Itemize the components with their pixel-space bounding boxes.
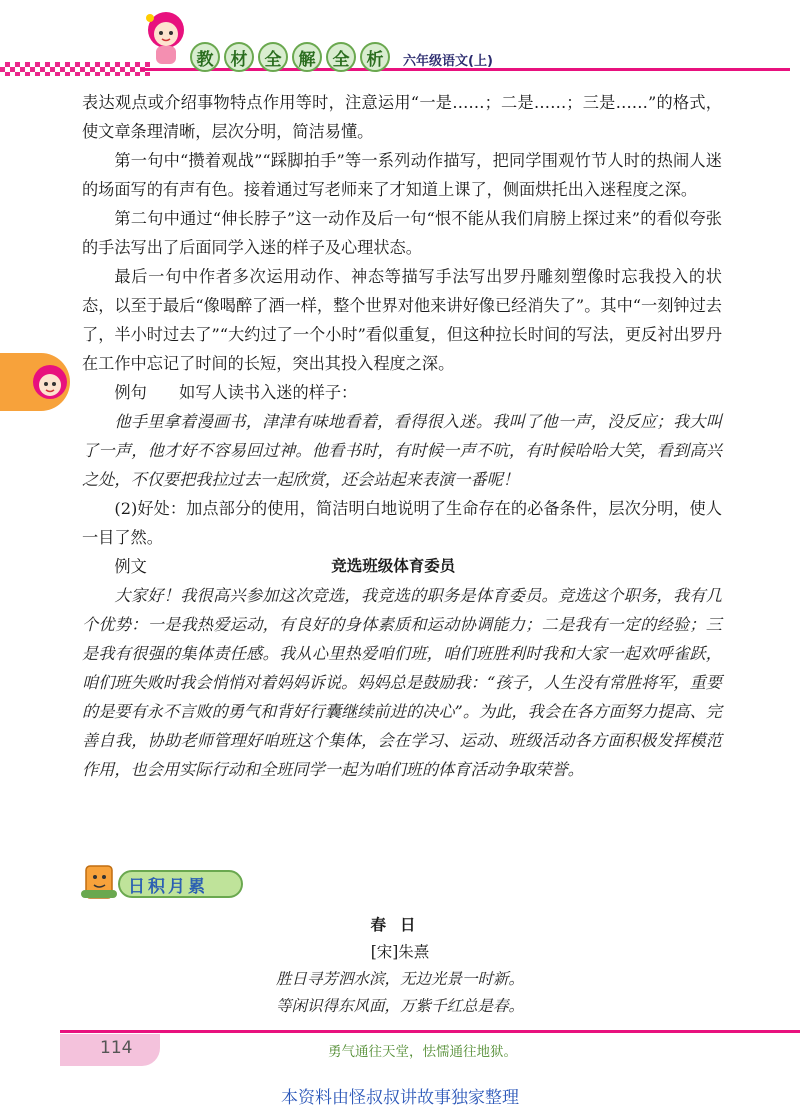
title-char: 材 — [224, 42, 254, 72]
paragraph: 第二句中通过“伸长脖子”这一动作及后一句“恨不能从我们肩膀上探过来”的看似夸张的手法写出了后面同学入迷的样子及心理状态。 — [82, 209, 722, 257]
footer-motto: 勇气通往天堂，怯懦通往地狱。 — [328, 1044, 517, 1060]
example-sentence-heading — [82, 378, 722, 407]
essay-title: 竞选班级体育委员 — [331, 557, 456, 575]
page-number: 114 — [100, 1038, 133, 1058]
poem-line: 胜日寻芳泗水滨，无边光景一时新。 — [275, 970, 524, 988]
footer-divider — [60, 1030, 800, 1033]
paragraph: 表达观点或介绍事物特点作用等时，注意运用“一是……；二是……；三是……”的格式，使文章条理清晰，层次分明，简洁易懂。 — [82, 93, 722, 141]
cartoon-face-icon — [30, 362, 70, 402]
poem — [240, 912, 560, 1020]
mascot-girl-icon — [138, 8, 194, 72]
poem-line: 等闲识得东风面，万紫千红总是春。 — [275, 997, 524, 1015]
book-title — [190, 42, 390, 72]
title-char: 教 — [190, 42, 220, 72]
paragraph: 第一句中“攒着观战”“踩脚拍手”等一系列动作描写，把同学围观竹节人时的热闹人迷的场面写的有声有色。接着通过写老师来了才知道上课了，侧面烘托出入迷程度之深。 — [82, 151, 722, 199]
section-banner — [78, 860, 248, 904]
example-label: 例文 — [114, 557, 147, 576]
title-char: 全 — [326, 42, 356, 72]
example-label: 例句 — [114, 383, 147, 402]
example-intro: 如写人读书入迷的样子： — [179, 383, 358, 402]
poem-title: 春日 — [370, 916, 430, 934]
title-char: 析 — [360, 42, 390, 72]
banner-label: 日积月累 — [128, 877, 208, 897]
example-sentence-body: 他手里拿着漫画书，津津有味地看着，看得很入迷。我叫了他一声，没反应；我大叫了一声，他才好不容易回过神。他看书时，有时候一声不吭，有时候哈哈大笑，看到高兴之处，不仅要把我拉过去一起欣赏，还会站起来表演一番呢！ — [82, 412, 722, 489]
title-char: 解 — [292, 42, 322, 72]
page-header — [0, 0, 800, 82]
paragraph: 最后一句中作者多次运用动作、神态等描写手法写出罗丹雕刻塑像时忘我投入的状态，以至于最后“像喝醉了酒一样，整个世界对他来讲好像已经消失了”。其中“一刻钟过去了，半小时过去了”“大约过了一个小时”看似重复，但这种拉长时间的写法，更反衬出罗丹在工作中忘记了时间的长短，突出其投入程度之深。 — [82, 267, 722, 373]
poem-author: [宋]朱熹 — [370, 943, 430, 961]
header-checker-decoration — [0, 62, 150, 76]
title-char: 全 — [258, 42, 288, 72]
example-essay-heading — [82, 552, 722, 581]
grade-subtitle: 六年级语文(上) — [403, 54, 493, 69]
credit-line: 本资料由怪叔叔讲故事独家整理 — [281, 1088, 519, 1108]
paragraph: (2)好处：加点部分的使用，简洁明白地说明了生命存在的必备条件，层次分明，使人一目了然。 — [82, 499, 722, 547]
main-content — [82, 88, 722, 784]
essay-body: 大家好！我很高兴参加这次竞选，我竞选的职务是体育委员。竞选这个职务，我有几个优势：一是我热爱运动，有良好的身体素质和运动协调能力；二是我有一定的经验；三是我有很强的集体责任感。我从心里热爱咱们班，咱们班胜利时我和大家一起欢呼雀跃，咱们班失败时我会悄悄对着妈妈诉说。妈妈总是鼓励我：“孩子，人生没有常胜将军，重要的是要有永不言败的勇气和背好行囊继续前进的决心”。为此，我会在各方面努力提高、完善自我，协助老师管理好咱班这个集体，会在学习、运动、班级活动各方面积极发挥模范作用，也会用实际行动和全班同学一起为咱们班的体育活动争取荣誉。 — [82, 586, 722, 779]
scroll-character-icon — [78, 860, 122, 904]
